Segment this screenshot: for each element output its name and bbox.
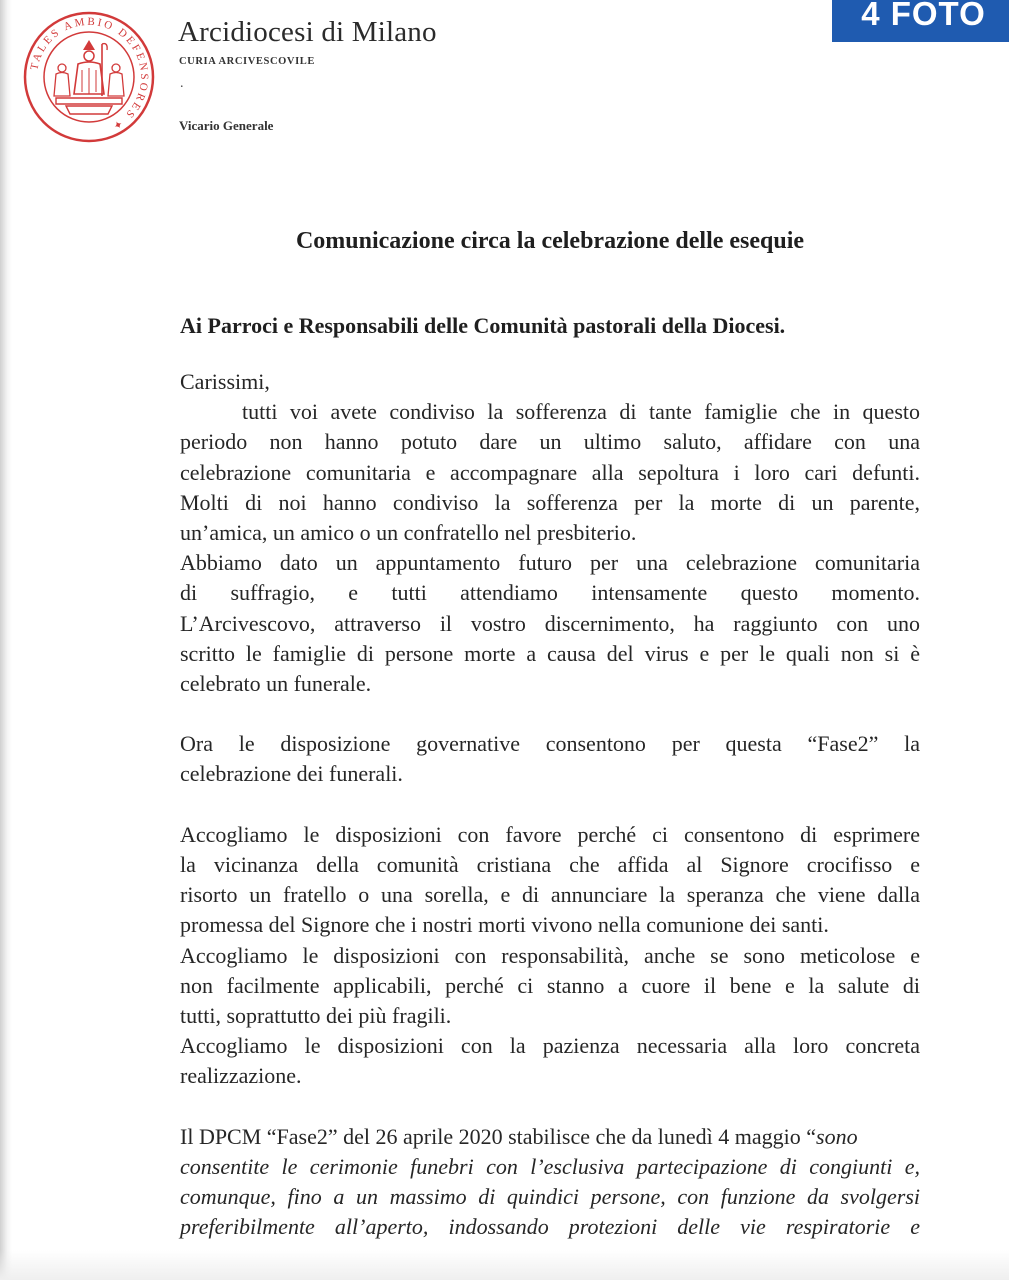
page-edge-shadow [0, 0, 12, 1280]
paragraph-gap [180, 699, 920, 729]
body-line: risorto un fratello o una sorella, e di annunciare la speranza che viene dalla [180, 882, 920, 908]
body-line-quote: consentite le cerimonie funebri con l’esclusiva partecipazione di congiunti e, [180, 1153, 920, 1179]
body-line: periodo non hanno potuto dare un ultimo saluto, affidare con una [180, 429, 920, 455]
archdiocese-seal-logo [22, 10, 156, 144]
body-line: promessa del Signore che i nostri morti vivono nella comunione dei santi. [180, 912, 829, 938]
paragraph-gap [180, 1092, 920, 1122]
body-line: Accogliamo le disposizioni con responsabilità, anche se sono meticolose e [180, 942, 920, 968]
body-line: di suffragio, e tutti attendiamo intensamente questo momento. [180, 580, 920, 606]
dpcm-lead-text: Il DPCM “Fase2” del 26 aprile 2020 stabilisce che da lunedì 4 maggio “ [180, 1123, 817, 1149]
body-line: celebrazione comunitaria e accompagnare alla sepoltura i loro cari defunti. [180, 459, 920, 485]
body-line: realizzazione. [180, 1063, 302, 1089]
body-line-quote: preferibilmente all’aperto, indossando protezioni delle vie respiratorie e [180, 1214, 920, 1240]
body-line: tutti voi avete condiviso la sofferenza di tante famiglie che in questo [242, 399, 920, 425]
body-line: tutti, soprattutto dei più fragili. [180, 1002, 452, 1028]
photo-count-badge[interactable]: 4 FOTO [832, 0, 1009, 42]
body-line: celebrato un funerale. [180, 670, 372, 696]
organization-department: CURIA ARCIVESCOVILE [179, 56, 315, 67]
bottom-fade [0, 1250, 1009, 1280]
paragraph-gap [180, 790, 920, 820]
organization-name: Arcidiocesi di Milano [178, 16, 437, 48]
svg-text:TALES AMBIO DEFENSORES ✦: TALES AMBIO DEFENSORES ✦ [28, 15, 151, 133]
body-line: celebrazione dei funerali. [180, 761, 403, 787]
body-line-quote: comunque, fino a un massimo di quindici persone, con funzione da svolgersi [180, 1184, 920, 1210]
body-line: Accogliamo le disposizioni con favore perché ci consentono di esprimere [180, 821, 920, 847]
body-line-dpcm [180, 1122, 920, 1152]
body-line: un’amica, un amico o un confratello nel presbiterio. [180, 519, 637, 545]
document-body [180, 367, 920, 1242]
body-line: Abbiamo dato un appuntamento futuro per una celebrazione comunitaria [180, 550, 920, 576]
salutation: Carissimi, [180, 369, 270, 394]
seal-emblem-icon [22, 10, 156, 144]
body-line: scritto le famiglie di persone morte a causa del virus e per le quali non si è [180, 640, 920, 666]
body-line: L’Arcivescovo, attraverso il vostro discernimento, ha raggiunto con uno [180, 610, 920, 636]
document-title: Comunicazione circa la celebrazione delle esequie [295, 228, 805, 254]
body-line: non facilmente applicabili, perché ci stanno a cuore il bene e la salute di [180, 972, 920, 998]
body-line: la vicinanza della comunità cristiana che affida al Signore crocifisso e [180, 852, 920, 877]
body-line: Molti di noi hanno condiviso la sofferenza per la morte di un parente, [180, 489, 920, 515]
document-addressee: Ai Parroci e Responsabili delle Comunità pastorali della Diocesi. [180, 313, 786, 338]
body-line: Ora le disposizione governative consentono per questa “Fase2” la [180, 731, 920, 757]
header-dot: . [180, 76, 184, 91]
body-line: Accogliamo le disposizioni con la pazienza necessaria alla loro concreta [180, 1033, 920, 1059]
dpcm-quote-start: sono [816, 1123, 858, 1149]
office-name: Vicario Generale [179, 118, 274, 133]
